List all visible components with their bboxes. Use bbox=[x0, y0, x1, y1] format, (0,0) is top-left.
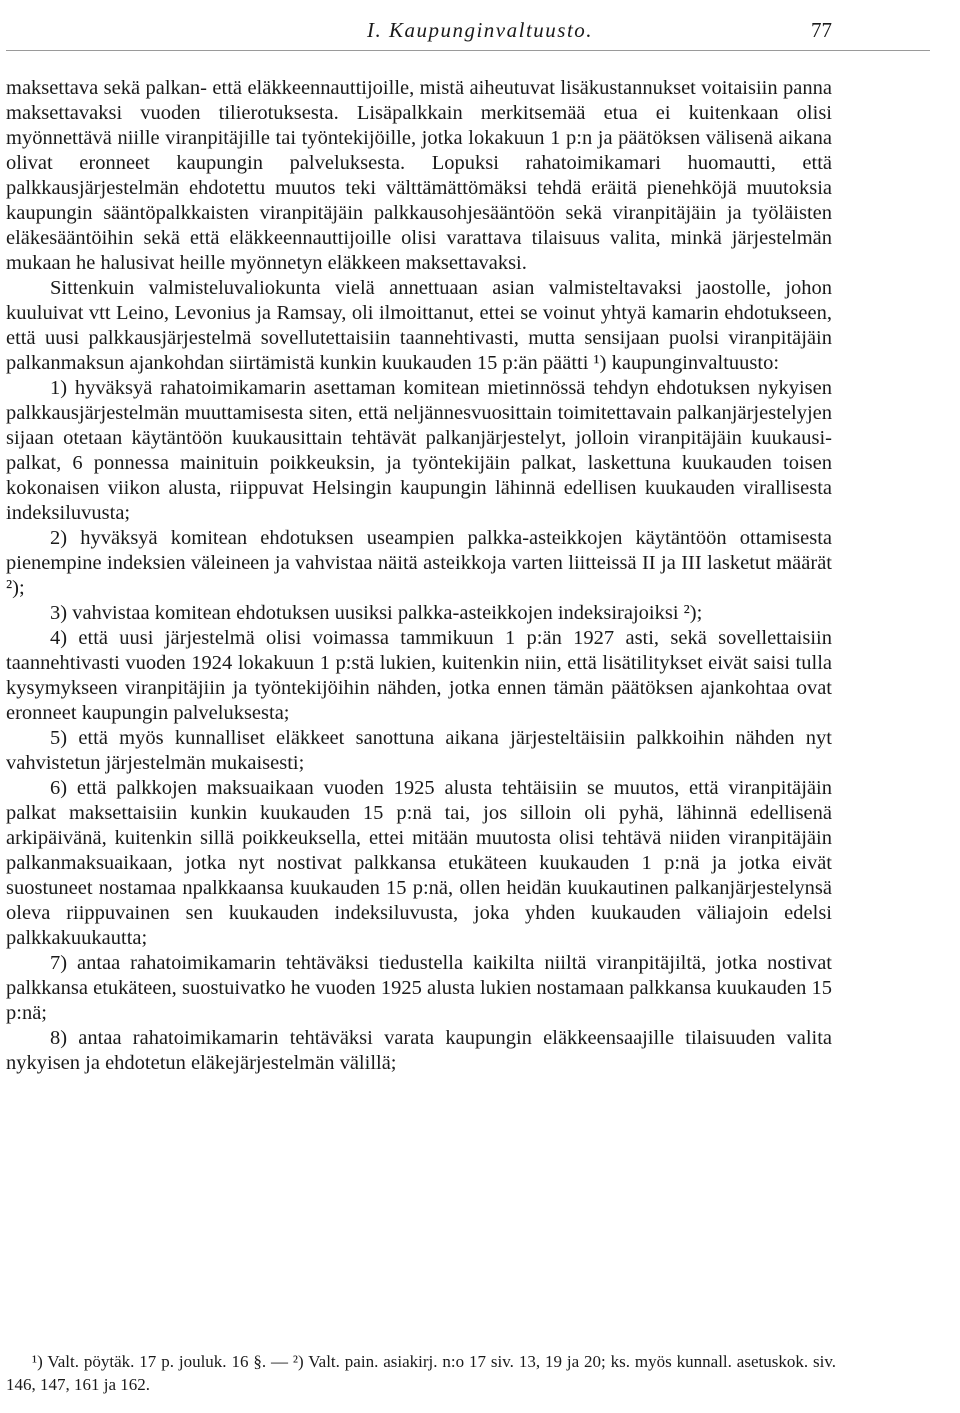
decision-item-4: 4) että uusi järjestelmä olisi voimassa tammikuun 1 p:än 1927 asti, sekä sovellettaisiin taannehtivasti vuoden 1924 lokakuun 1 p:stä lukien, kuitenkin niin, että lisätilitykset eivät saisi tulla kysymykseen viranpitäjiin ja työntekijöihin nähden, jotka ennen tämän päätöksen ajankohtaa ovat eronneet kaupungin palveluksesta; bbox=[6, 627, 832, 724]
footnotes bbox=[6, 1350, 836, 1396]
body-text bbox=[6, 76, 832, 1076]
decision-item-1: 1) hyväksyä rahatoimikamarin asettaman komitean mietinnössä tehdyn ehdotuksen nykyisen palkkausjärjestelmän muuttamisesta siten, että neljännesvuosittain toimitettavain palkanjärjestelyjen sijaan otetaan käytäntöön kuukausittain tehtävät palkanjärjestelyt, jolloin viranpitäjäin kuukausipalkat, 6 ponnessa mainituin poikkeuksin, ja työntekijäin palkat, laskettuna kuukauden toisen kokonaisen viikon alusta, riippuvat Helsingin kaupungin lähinnä edellisen kuukauden virallisesta indeksiluvusta; bbox=[6, 377, 832, 524]
paragraph-continuation: maksettava sekä palkan- että eläkkeennauttijoille, mistä aiheutuvat lisäkustannukset voitaisiin panna maksettavaksi vuoden tilierotuksesta. Lisäpalkkain merkitsemää etua ei kuitenkaan olisi myönnettävä niille viranpitäjille tai työntekijöille, jotka lokakuun 1 p:n ja päätöksen välisenä aikana olivat eronneet kaupungin palveluksesta. Lopuksi rahatoimikamari huomautti, että palkkausjärjestelmän ehdotettu muutos teki välttämättömäksi tehdä eräitä pienehköjä muutoksia kaupungin sääntöpalkkaisten viranpitäjäin palkkausohjesääntöön sekä viranpitäjäin ja työläisten eläkesääntöihin sekä että eläkkeennauttijoille olisi varattava tilaisuus valita, minkä järjestelmän mukaan he halusivat heille myönnetyn eläkkeen maksettavaksi. bbox=[6, 77, 832, 274]
decision-item-6: 6) että palkkojen maksuaikaan vuoden 1925 alusta tehtäisiin se muutos, että viranpitäjäin palkat maksettaisiin kunkin kuukauden 15 p:nä tai, jos silloin oli pyhä, lähinnä edellisenä arkipäivänä, kuitenkin sillä poikkeuksella, ettei mitään muutosta olisi tehtävä niiden viranpitäjäin palkanmaksuaikaan, jotka nyt nostivat palkkansa etukäteen kuukauden 1 p:nä ja jotka eivät suostuneet nostamaa npalkkaansa kuukauden 15 p:nä, ollen heidän kuukautinen palkanjärjestelynsä oleva riippuvainen sen kuukauden indeksiluvusta, joka yhden kuukauden väliajoin edelsi palkkakuukautta; bbox=[6, 777, 832, 949]
page-number: 77 bbox=[811, 18, 832, 42]
running-title: I. Kaupunginvaltuusto. bbox=[366, 18, 594, 42]
decision-item-7: 7) antaa rahatoimikamarin tehtäväksi tiedustella kaikilta niiltä viranpitäjiltä, jotka nostivat palkkansa etukäteen, suostuivatko he vuoden 1925 alusta lukien nostamaan palkkansa kuukauden 15 p:nä; bbox=[6, 952, 832, 1024]
header-rule bbox=[6, 50, 930, 51]
decision-item-2: 2) hyväksyä komitean ehdotuksen useampien palkka-asteikkojen käytäntöön ottamisesta pienempine indeksien väleineen ja vahvistaa näitä asteikkoja varten liitteissä II ja III lasketut määrät ²); bbox=[6, 527, 832, 599]
decision-item-8: 8) antaa rahatoimikamarin tehtäväksi varata kaupungin eläkkeensaajille tilaisuuden valita nykyisen ja ehdotetun eläkejärjestelmän välillä; bbox=[6, 1027, 832, 1074]
running-head bbox=[0, 18, 960, 48]
decision-item-3: 3) vahvistaa komitean ehdotuksen uusiksi palkka-asteikkojen indeksirajoiksi ²); bbox=[50, 602, 703, 624]
footnote: ¹) Valt. pöytäk. 17 p. jouluk. 16 §. — ²) Valt. pain. asiakirj. n:o 17 siv. 13, 19 ja 20; ks. myös kunnall. asetuskok. siv. 146, 147, 161 ja 162. bbox=[6, 1352, 836, 1394]
paragraph-preamble: Sittenkuin valmisteluvaliokunta vielä annettuaan asian valmisteltavaksi jaostolle, johon kuuluivat vtt Leino, Levonius ja Ramsay, oli ilmoittanut, ettei se voinut yhtyä kamarin ehdotukseen, että uusi palkkausjärjestelmä sovellutettaisiin taannehtivasti, mutta sensijaan puolsi viranpitäjäin palkanmaksun ajankohdan siirtämistä kunkin kuukauden 15 p:än päätti ¹) kaupunginvaltuusto: bbox=[6, 277, 832, 374]
decision-item-5: 5) että myös kunnalliset eläkkeet sanottuna aikana järjesteltäisiin palkkoihin nähden nyt vahvistetun järjestelmän mukaisesti; bbox=[6, 727, 832, 774]
